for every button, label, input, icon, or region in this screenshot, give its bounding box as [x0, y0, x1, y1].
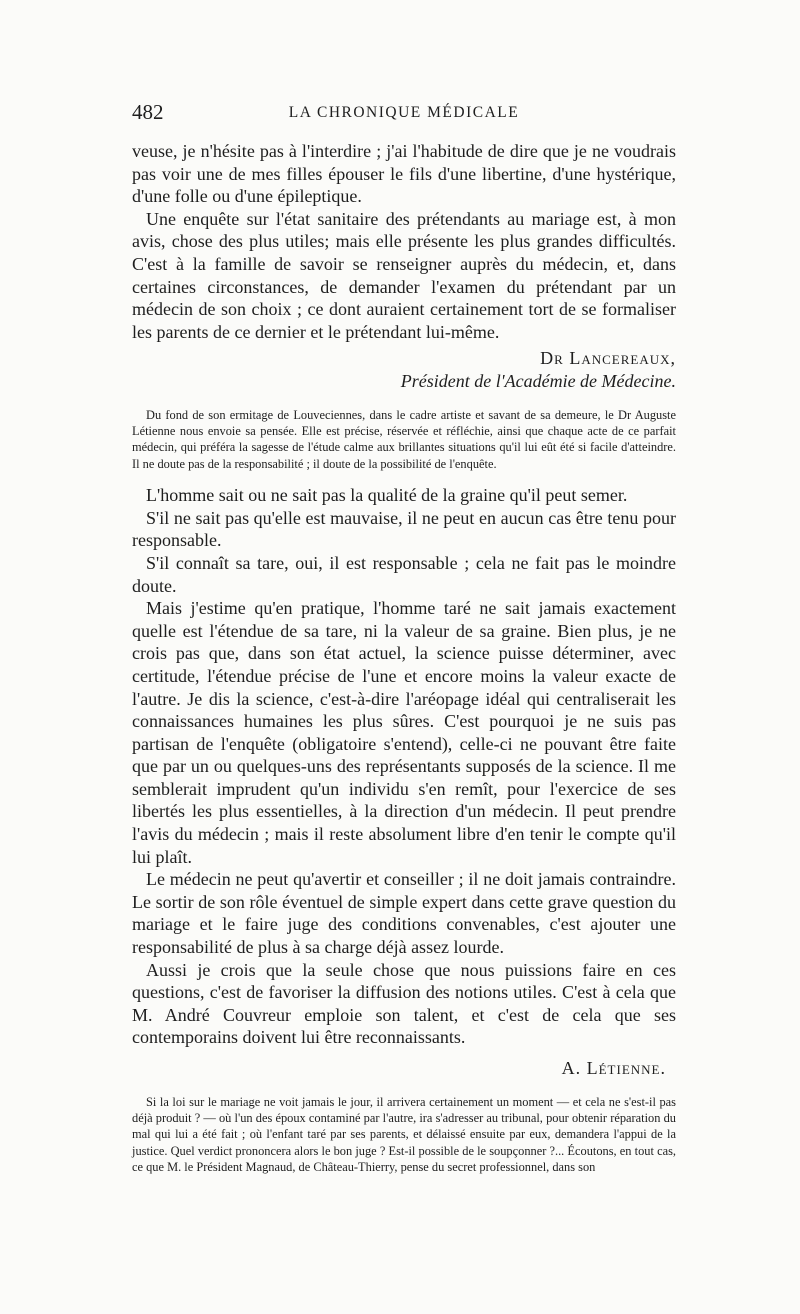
page-header	[132, 100, 676, 132]
paragraph: veuse, je n'hésite pas à l'interdire ; j'ai l'habitude de dire que je ne voudrais pas voir une de mes filles épouser le fils d'une libertine, d'une hystérique, d'une folle ou d'une épileptique.	[132, 141, 676, 207]
page-number: 482	[132, 100, 164, 124]
signature-lancereaux	[132, 347, 676, 370]
running-title: LA CHRONIQUE MÉDICALE	[288, 104, 520, 121]
section-letienne	[132, 484, 676, 1049]
paragraph: Une enquête sur l'état sanitaire des prétendants au mariage est, à mon avis, chose des plus utiles; mais elle présente les plus grandes difficultés. C'est à la famille de savoir se renseigner auprès du médecin, et, dans certaines circonstances, de demander l'examen du prétendant par un médecin de son choix ; ce dont auraient certainement tort de se formaliser les parents de ce dernier et le prétendant lui-même.	[132, 208, 676, 342]
closing-note-text: Si la loi sur le mariage ne voit jamais le jour, il arrivera certainement un moment — et cela ne s'est-il pas déjà produit ? — où l'un des époux contaminé par l'autre, ira s'adresser au tribunal, pour obtenir réparation du mal qui lui a été fait ; où l'enfant taré par ses parents, et délaissé ensuite par eux, demandera l'appui de la justice. Quel verdict prononcera alors le bon juge ? Est-il possible de le soupçonner ?... Écoutons, en tout cas, ce que M. le Président Magnaud, de Château-Thierry, pense du secret professionnel, dans son	[132, 1094, 676, 1175]
paragraph: Aussi je crois que la seule chose que nous puissions faire en ces questions, c'est de favoriser la diffusion des notions utiles. C'est à cela que M. André Couvreur emploie son talent, et c'est de cela que ses contemporains doivent lui être reconnaissants.	[132, 959, 676, 1048]
spacer	[132, 472, 676, 484]
paragraph: Le médecin ne peut qu'avertir et conseiller ; il ne doit jamais contraindre. Le sortir de son rôle éventuel de simple expert dans cette grave question du mariage et le faire juge des conditions convenables, c'est ajouter une responsabilité de plus à sa charge déjà assez lourde.	[132, 869, 676, 958]
intro-note	[132, 407, 676, 473]
signature-name: Dr Lancereaux,	[540, 348, 676, 369]
signature-title: Président de l'Académie de Médecine.	[400, 370, 676, 391]
section-lancereaux	[132, 140, 676, 343]
paragraph: L'homme sait ou ne sait pas la qualité de la graine qu'il peut semer.	[146, 485, 628, 506]
intro-note-text: Du fond de son ermitage de Louveciennes, dans le cadre artiste et savant de sa demeure, le Dr Auguste Létienne nous envoie sa pensée. Elle est précise, réservée et réfléchie, ainsi que chaque acte de ce parfait médecin, qui préféra la sagesse de l'étude calme aux brillantes situations qu'il lui eût été si facile d'atteindre. Il ne doute pas de la responsabilité ; il doute de la possibilité de l'enquête.	[132, 407, 676, 471]
paragraph: S'il ne sait pas qu'elle est mauvaise, il ne peut en aucun cas être tenu pour responsable.	[132, 507, 676, 551]
paragraph: Mais j'estime qu'en pratique, l'homme taré ne sait jamais exactement quelle est l'étendue de sa tare, ni la valeur de sa graine. Bien plus, je ne crois pas que, dans son état actuel, la science puisse déterminer, avec certitude, l'étendue précise de l'une et encore moins la valeur exacte de l'autre. Je dis la science, c'est-à-dire l'aréopage idéal qui centraliserait les connaissances humaines les plus sûres. C'est pourquoi je ne suis pas partisan de l'enquête (obligatoire s'entend), celle-ci ne pouvant être faite que par un ou quelques-uns des représentants supposés de la science. Il me semblerait imprudent qu'un individu s'en remît, pour l'exercice de ses libertés les plus essentielles, à la direction d'un médecin. Il peut prendre l'avis du médecin ; mais il reste absolument libre d'en tenir le compte qu'il lui plaît.	[132, 598, 676, 867]
signature-letienne: A. Létienne.	[561, 1058, 666, 1078]
paragraph: S'il connaît sa tare, oui, il est responsable ; cela ne fait pas le moindre doute.	[132, 552, 676, 596]
closing-note	[132, 1094, 676, 1176]
